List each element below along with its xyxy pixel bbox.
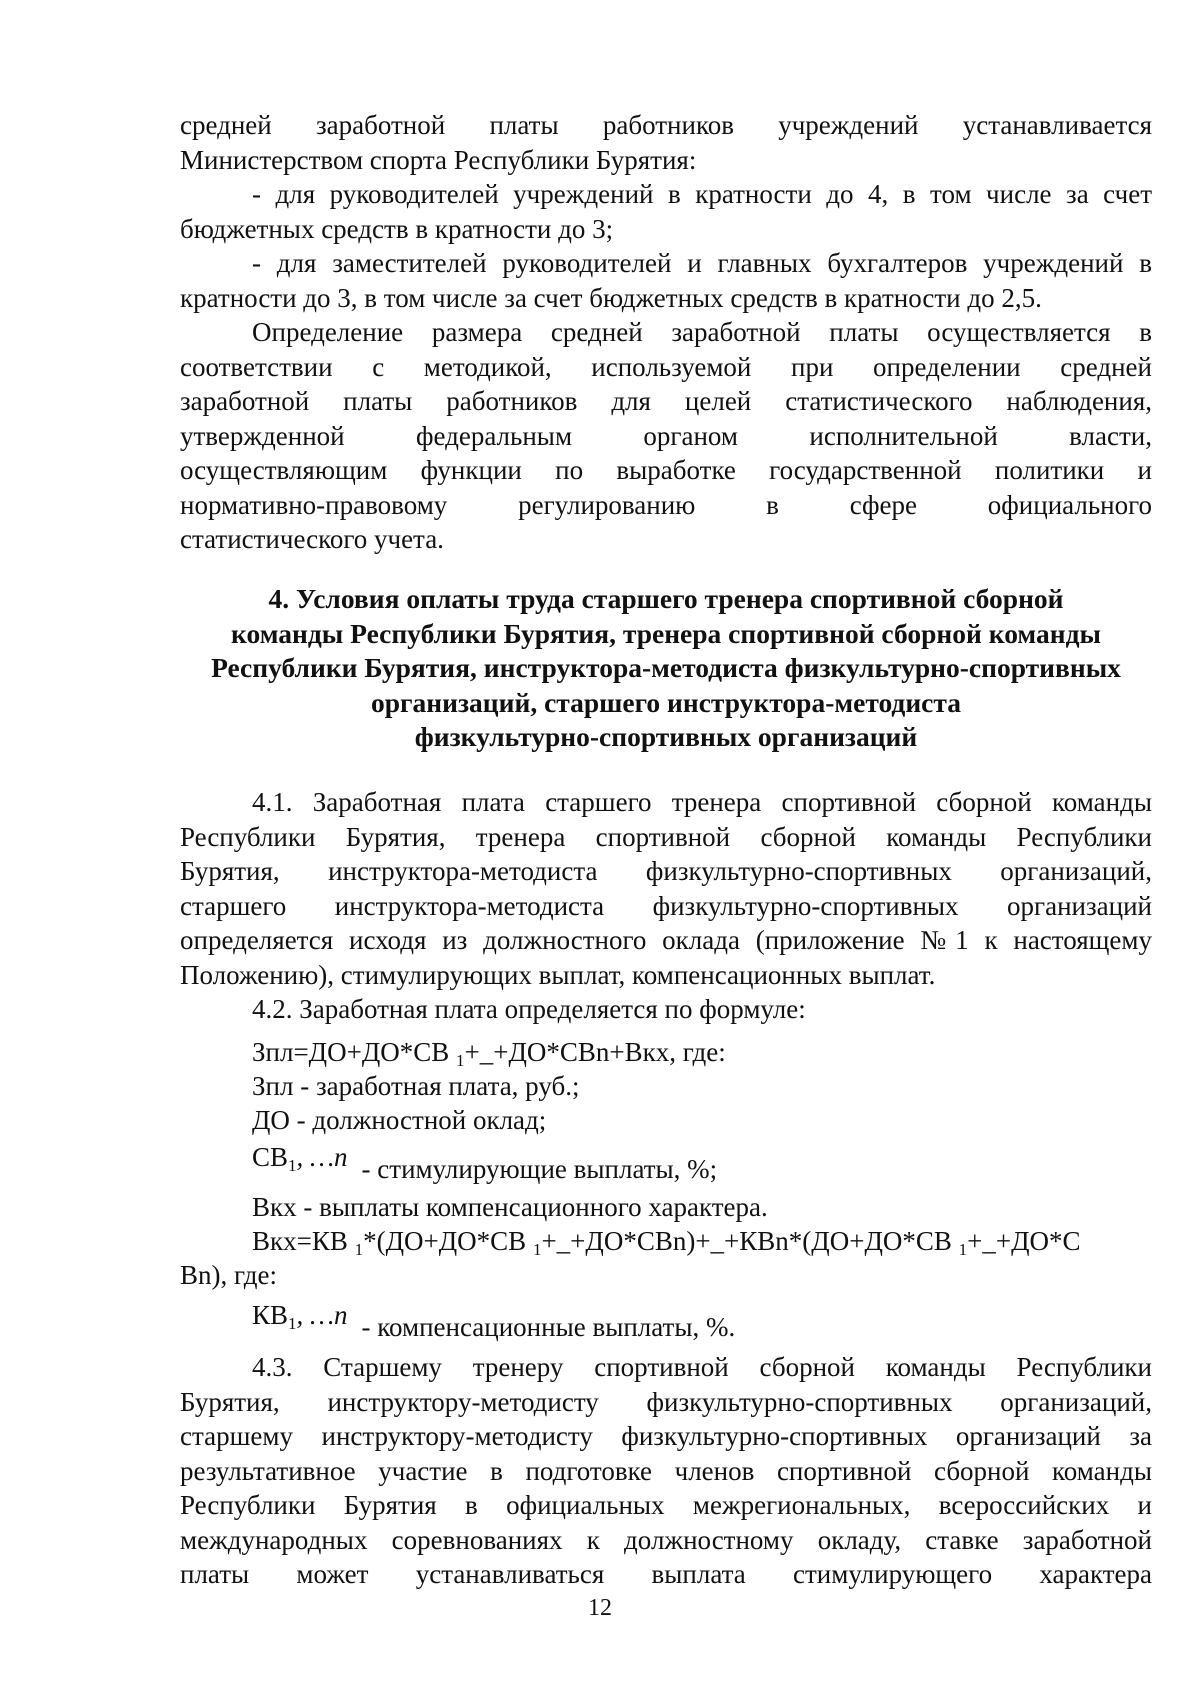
text-line: Бурятия, инструктора-методиста физкультурно-спортивных организаций,	[180, 856, 1152, 886]
text-line: - для заместителей руководителей и главных бухгалтеров учреждений в	[252, 248, 1152, 278]
text-line: заработной платы работников для целей статистического наблюдения,	[180, 386, 1152, 416]
heading-line: команды Республики Бурятия, тренера спортивной сборной команды	[231, 617, 1101, 649]
text-line: Положению), стимулирующих выплат, компенсационных выплат.	[180, 959, 936, 990]
text-line: осуществляющим функции по выработке государственной политики и	[180, 455, 1152, 485]
text-line: статистического учета.	[180, 524, 444, 554]
paragraph-4-1	[180, 785, 1152, 1027]
intro-text	[180, 108, 1152, 557]
formula-vkh-expression-cont: Вn), где:	[180, 1260, 277, 1290]
sv-symbol: $СВ_1$, …n	[252, 1142, 348, 1175]
text-line: международных соревнованиях к должностному окладу, ставке заработной	[180, 1524, 1152, 1555]
text-line: утвержденной федеральным органом исполнительной власти,	[180, 420, 1152, 451]
formula-vkh: Вкх - выплаты компенсационного характера.	[252, 1192, 768, 1222]
formula-vkh-expression: Вкх=КВ $_1$*(ДО+ДО*СВ $_1$+_+ДО*СВn)+_+КВn*(ДО+ДО*СВ $_1$+_+ДО*С	[252, 1226, 1081, 1259]
formula-zpl: Зпл - заработная плата, руб.;	[252, 1071, 580, 1101]
heading-line: физкультурно-спортивных организаций	[414, 721, 918, 752]
paragraph-4-3	[180, 1350, 1152, 1592]
text-line: - для руководителей учреждений в кратности до 4, в том числе за счет	[252, 179, 1152, 209]
text-line: Определение размера средней заработной платы осуществляется в	[252, 317, 1152, 347]
text-line: нормативно-правовому регулированию в сфере официального	[180, 489, 1152, 520]
text-line: Бурятия, инструктору-методисту физкультурно-спортивных организаций,	[180, 1386, 1152, 1417]
text-line: бюджетных средств в кратности до 3;	[180, 213, 614, 244]
heading-line: Республики Бурятия, инструктора-методиста физкультурно-спортивных	[211, 652, 1121, 683]
text-line: соответствии с методикой, используемой при определении средней	[180, 351, 1152, 382]
heading-line: организаций, старшего инструктора-методиста	[371, 686, 961, 718]
text-line: старшему инструктору-методисту физкультурно-спортивных организаций за	[180, 1421, 1152, 1451]
text-line: Республики Бурятия в официальных межрегиональных, всероссийских и	[180, 1490, 1152, 1520]
formula-do: ДО - должностной оклад;	[252, 1105, 547, 1135]
formula-sv: $СВ_1$, …n - стимулирующие выплаты, %;	[252, 1142, 718, 1184]
text-line: определяется исходя из должностного оклада (приложение №1 к настоящему	[180, 925, 1152, 955]
text-line: результативное участие в подготовке членов спортивной сборной команды	[180, 1455, 1152, 1486]
heading-line: 4. Условия оплаты труда старшего тренера спортивной сборной	[268, 583, 1064, 614]
text-line: Министерством спорта Республики Бурятия:	[180, 144, 697, 175]
text-line: Республики Бурятия, тренера спортивной сборной команды Республики	[180, 821, 1152, 852]
text-line: 4.1. Заработная плата старшего тренера спортивной сборной команды	[252, 787, 1152, 817]
section-heading	[180, 582, 1152, 755]
text-line: кратности до 3, в том числе за счет бюджетных средств в кратности до 2,5.	[180, 282, 1042, 313]
kv-symbol: $КВ_1$, …n	[252, 1300, 348, 1333]
text-line: платы может устанавливаться выплата стимулирующего характера	[180, 1559, 1152, 1589]
page-number: 12	[588, 1595, 612, 1621]
formula-kv: $КВ_1$, …n - компенсационные выплаты, %.	[252, 1300, 736, 1342]
text-line: 4.2. Заработная плата определяется по формуле:	[252, 994, 806, 1024]
text-line: средней заработной платы работников учреждений устанавливается	[180, 110, 1152, 140]
text-line: старшего инструктора-методиста физкультурно-спортивных организаций	[180, 890, 1152, 921]
formula-main: Зпл=ДО+ДО*СВ $_1$+_+ДО*СВn+Вкх, где:	[252, 1037, 726, 1070]
text-line: 4.3. Старшему тренеру спортивной сборной команды Республики	[252, 1352, 1152, 1382]
